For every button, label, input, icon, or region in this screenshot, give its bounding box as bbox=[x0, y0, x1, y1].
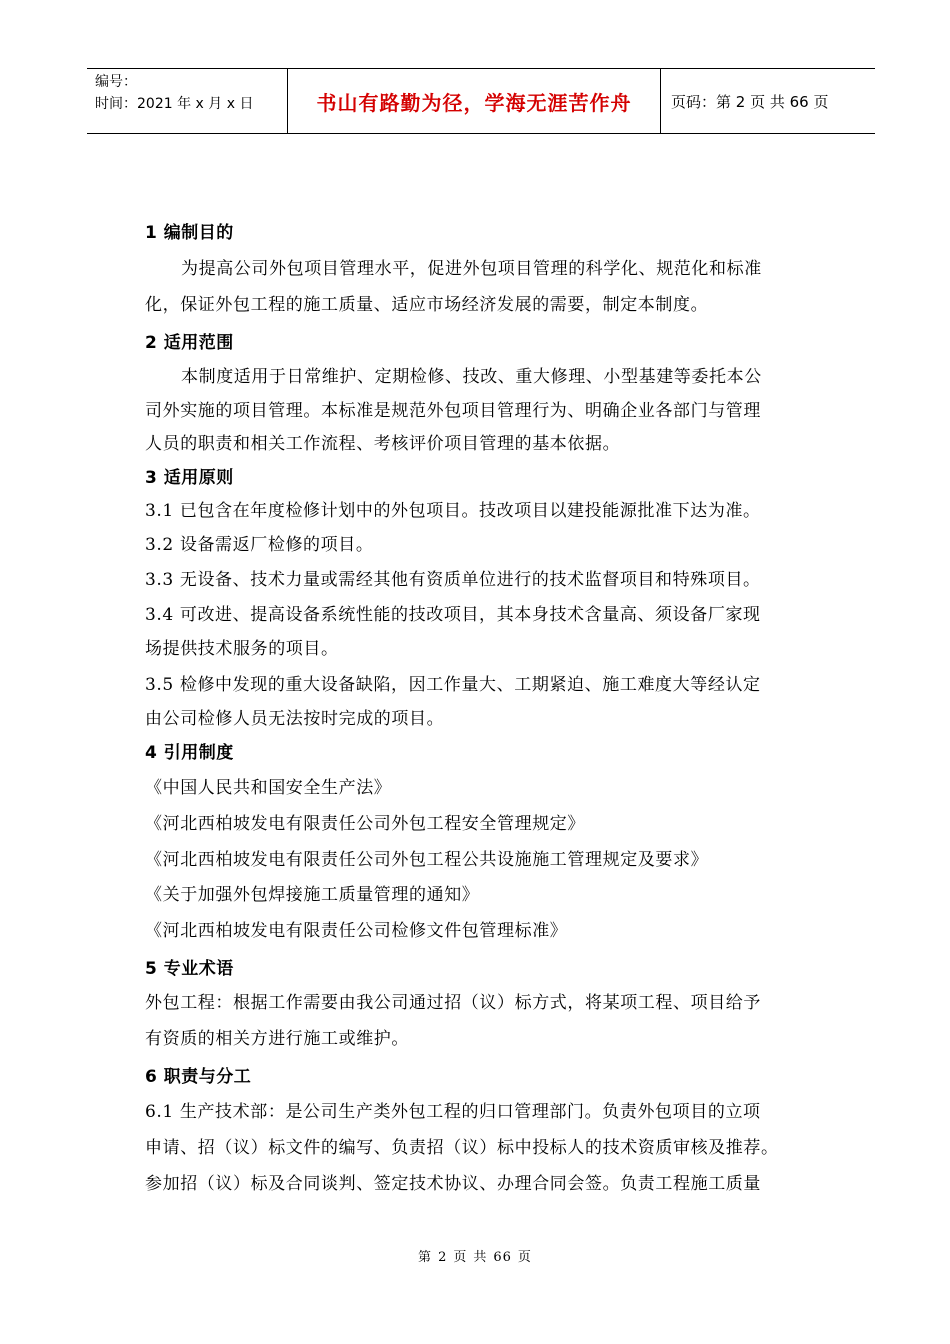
section-2-title: 2 适用范围 bbox=[145, 333, 234, 353]
paragraph-line: 人员的职责和相关工作流程、考核评价项目管理的基本依据。 bbox=[145, 434, 621, 454]
paragraph-line: 参加招（议）标及合同谈判、签定技术协议、办理合同会签。负责工程施工质量 bbox=[145, 1174, 761, 1194]
paragraph-line: 6.1 生产技术部：是公司生产类外包工程的归口管理部门。负责外包项目的立项 bbox=[145, 1102, 761, 1122]
section-5-title: 5 专业术语 bbox=[145, 959, 234, 979]
paragraph-line: 有资质的相关方进行施工或维护。 bbox=[145, 1029, 409, 1049]
reference-item: 《河北西柏坡发电有限责任公司检修文件包管理标准》 bbox=[145, 921, 568, 941]
paragraph-line: 本制度适用于日常维护、定期检修、技改、重大修理、小型基建等委托本公 bbox=[181, 367, 762, 387]
footer-total-pages: 66 bbox=[493, 1250, 512, 1265]
section-4-title: 4 引用制度 bbox=[145, 743, 234, 763]
number-label: 编号： bbox=[95, 74, 137, 90]
page-label: 页码：第 2 页 共 66 页 bbox=[671, 92, 829, 111]
motto: 书山有路勤为径，学海无涯苦作舟 bbox=[288, 69, 661, 133]
list-item-continued: 场提供技术服务的项目。 bbox=[145, 639, 339, 659]
header-left-cell bbox=[87, 69, 288, 133]
section-6-title: 6 职责与分工 bbox=[145, 1067, 252, 1087]
list-item: 3.1 已包含在年度检修计划中的外包项目。技改项目以建投能源批准下达为准。 bbox=[145, 501, 761, 521]
paragraph-line: 外包工程：根据工作需要由我公司通过招（议）标方式，将某项工程、项目给予 bbox=[145, 993, 761, 1013]
reference-item: 《关于加强外包焊接施工质量管理的通知》 bbox=[145, 885, 480, 905]
reference-item: 《中国人民共和国安全生产法》 bbox=[145, 778, 392, 798]
footer-text: 页 bbox=[453, 1250, 468, 1265]
paragraph-line: 化，保证外包工程的施工质量、适应市场经济发展的需要，制定本制度。 bbox=[145, 295, 709, 315]
list-item: 3.5 检修中发现的重大设备缺陷，因工作量大、工期紧迫、施工难度大等经认定 bbox=[145, 675, 761, 695]
section-3-title: 3 适用原则 bbox=[145, 468, 234, 488]
reference-item: 《河北西柏坡发电有限责任公司外包工程安全管理规定》 bbox=[145, 814, 585, 834]
section-1-title: 1 编制目的 bbox=[145, 223, 234, 243]
time-label: 时间：2021 年 x 月 x 日 bbox=[95, 96, 254, 112]
page-footer bbox=[0, 1246, 950, 1265]
list-item: 3.3 无设备、技术力量或需经其他有资质单位进行的技术监督项目和特殊项目。 bbox=[145, 570, 761, 590]
footer-text: 第 bbox=[418, 1250, 433, 1265]
reference-item: 《河北西柏坡发电有限责任公司外包工程公共设施施工管理规定及要求》 bbox=[145, 850, 709, 870]
header-table bbox=[87, 68, 875, 134]
footer-page-number: 2 bbox=[438, 1250, 448, 1265]
footer-text: 共 bbox=[473, 1250, 488, 1265]
paragraph-line: 为提高公司外包项目管理水平，促进外包项目管理的科学化、规范化和标准 bbox=[181, 259, 762, 279]
list-item: 3.4 可改进、提高设备系统性能的技改项目，其本身技术含量高、须设备厂家现 bbox=[145, 605, 761, 625]
footer-text: 页 bbox=[517, 1250, 532, 1265]
list-item-continued: 由公司检修人员无法按时完成的项目。 bbox=[145, 709, 445, 729]
paragraph-line: 司外实施的项目管理。本标准是规范外包项目管理行为、明确企业各部门与管理 bbox=[145, 401, 761, 421]
list-item: 3.2 设备需返厂检修的项目。 bbox=[145, 535, 374, 555]
paragraph-line: 申请、招（议）标文件的编写、负责招（议）标中投标人的技术资质审核及推荐。 bbox=[145, 1138, 779, 1158]
